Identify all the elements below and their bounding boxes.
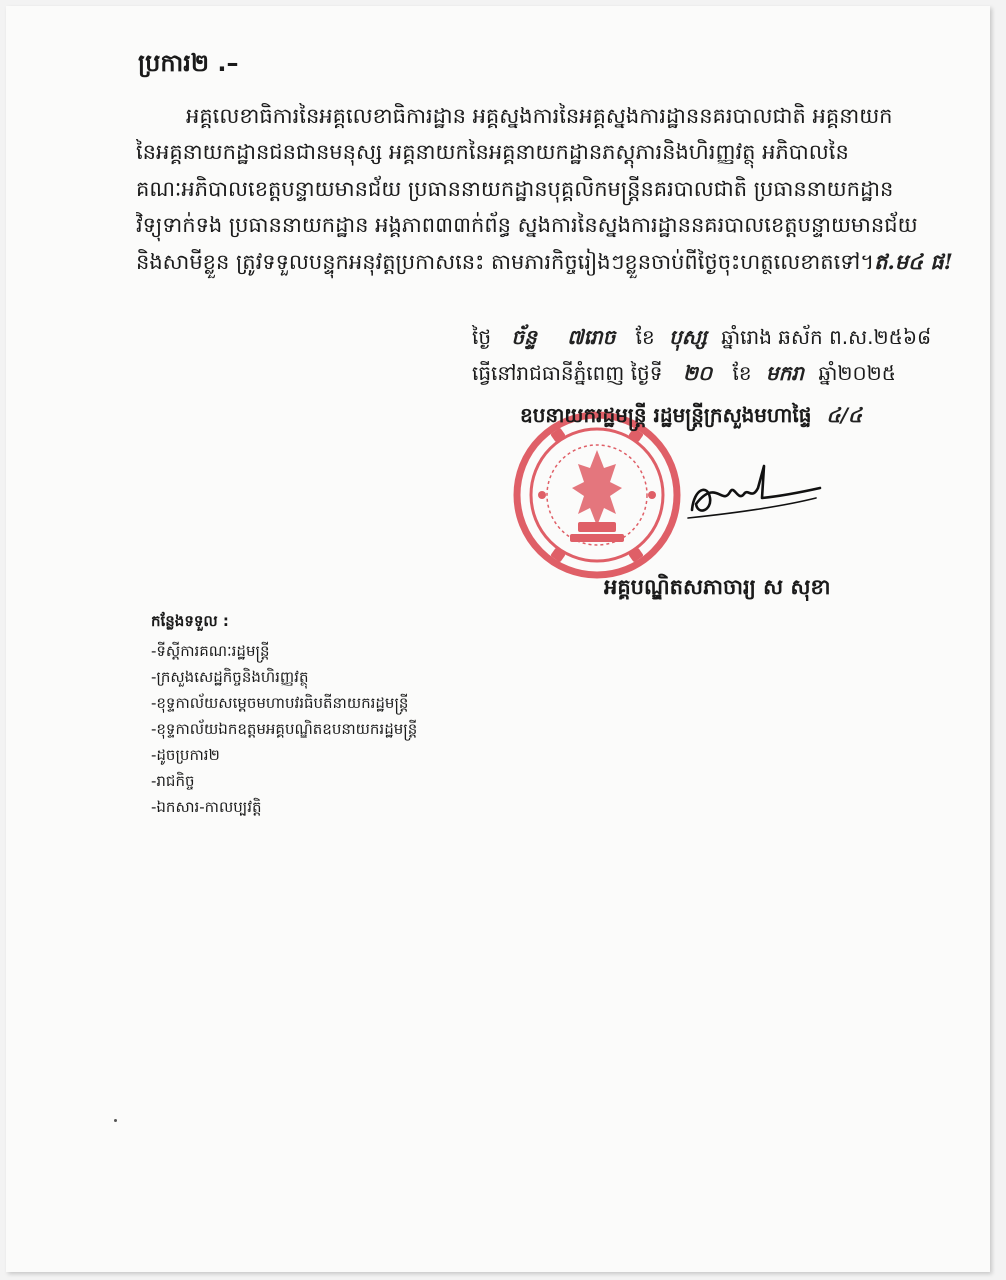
official-seal-icon bbox=[512, 410, 682, 580]
lunar-year-text: ឆ្នាំរោង ឆស័ក ព.ស.២៥៦៨ bbox=[721, 325, 932, 349]
document-page bbox=[6, 6, 990, 1272]
signature-title-text: ឧបនាយករដ្ឋមន្ត្រី រដ្ឋមន្ត្រីក្រសួងមហាផ្ទៃ bbox=[520, 403, 812, 427]
recipient-item: -ដូចប្រការ២ bbox=[151, 746, 220, 764]
solar-month-value: មករា bbox=[765, 361, 804, 385]
recipient-item: -ទីស្តីការគណៈរដ្ឋមន្ត្រី bbox=[151, 642, 270, 660]
handwritten-note: ឥ.ម៤ ផ! bbox=[874, 248, 953, 274]
signer-name: អគ្គបណ្ឌិតសភាចារ្យ ស សុខា bbox=[604, 575, 831, 599]
recipients-list bbox=[151, 638, 417, 820]
solar-year-text: ឆ្នាំ២០២៥ bbox=[818, 361, 896, 385]
recipient-item: -ខុទ្ទកាល័យសម្តេចមហាបវរធិបតីនាយករដ្ឋមន្ត្រី bbox=[151, 694, 409, 712]
lunar-month-label: ខែ bbox=[635, 325, 655, 349]
paper-mark bbox=[114, 1119, 117, 1122]
article-heading: ប្រការ២ .– bbox=[138, 49, 239, 77]
body-paragraph bbox=[136, 98, 996, 280]
lunar-date-line bbox=[472, 324, 931, 354]
solar-month-label: ខែ bbox=[732, 361, 752, 385]
recipient-item: -ខុទ្ទកាល័យឯកឧត្តមអគ្គបណ្ឌិតឧបនាយករដ្ឋមន្ត្រី bbox=[151, 720, 418, 738]
solar-day-value: ២០ bbox=[682, 361, 713, 385]
lunar-day-value: ច័ន្ទ bbox=[511, 325, 537, 349]
body-line-1: អគ្គលេខាធិការនៃអគ្គលេខាធិការដ្ឋាន អគ្គស្នងការនៃអគ្គស្នងការដ្ឋាននគរបាលជាតិ អគ្គនាយក bbox=[186, 104, 893, 128]
recipient-item: -រាជកិច្ច bbox=[151, 772, 195, 790]
recipient-item: -ក្រសួងសេដ្ឋកិច្ចនិងហិរញ្ញវត្ថុ bbox=[151, 668, 309, 686]
solar-date-prefix: ធ្វើនៅរាជធានីភ្នំពេញ ថ្ងៃទី bbox=[472, 361, 663, 385]
signature-title bbox=[520, 402, 862, 432]
signature-title-mark: ៤/៤ bbox=[826, 403, 863, 427]
body-line-2: នៃអគ្គនាយកដ្ឋានជនជានមនុស្ស អគ្គនាយកនៃអគ្គនាយកដ្ឋានភស្តុភារនិងហិរញ្ញវត្ថុ អភិបាលនៃ bbox=[136, 140, 849, 165]
recipient-item: -ឯកសារ-កាលប្បវត្តិ bbox=[151, 798, 262, 816]
recipients-title: កន្លែងទទួល : bbox=[151, 612, 229, 630]
body-line-3: គណៈអភិបាលខេត្តបន្ទាយមានជ័យ ប្រធាននាយកដ្ឋានបុគ្គលិកមន្ត្រីនគរបាលជាតិ ប្រធាននាយកដ្ឋាន bbox=[136, 176, 894, 201]
lunar-day-label: ថ្ងៃ bbox=[472, 325, 492, 349]
signature-icon bbox=[686, 458, 826, 538]
body-line-5 bbox=[136, 244, 996, 280]
solar-date-line bbox=[472, 360, 896, 390]
body-line-5-text: និងសាមីខ្លួន ត្រូវទទួលបន្ទុកអនុវត្តប្រកាសនេះ តាមភារកិច្ចរៀងៗខ្លួនចាប់ពីថ្ងៃចុះហត្ថលេខាតទៅ។ bbox=[136, 249, 875, 274]
lunar-month-value: បុស្ស bbox=[669, 325, 707, 349]
body-line-4: វិទ្យុទាក់ទង ប្រធាននាយកដ្ឋាន អង្គភាព៣៣ក់ព័ន្ធ ស្នងការនៃស្នងការដ្ឋាននគរបាលខេត្តបន្ទាយមានជ័យ bbox=[136, 213, 918, 238]
lunar-kert-value: ៧រោច bbox=[567, 325, 616, 349]
